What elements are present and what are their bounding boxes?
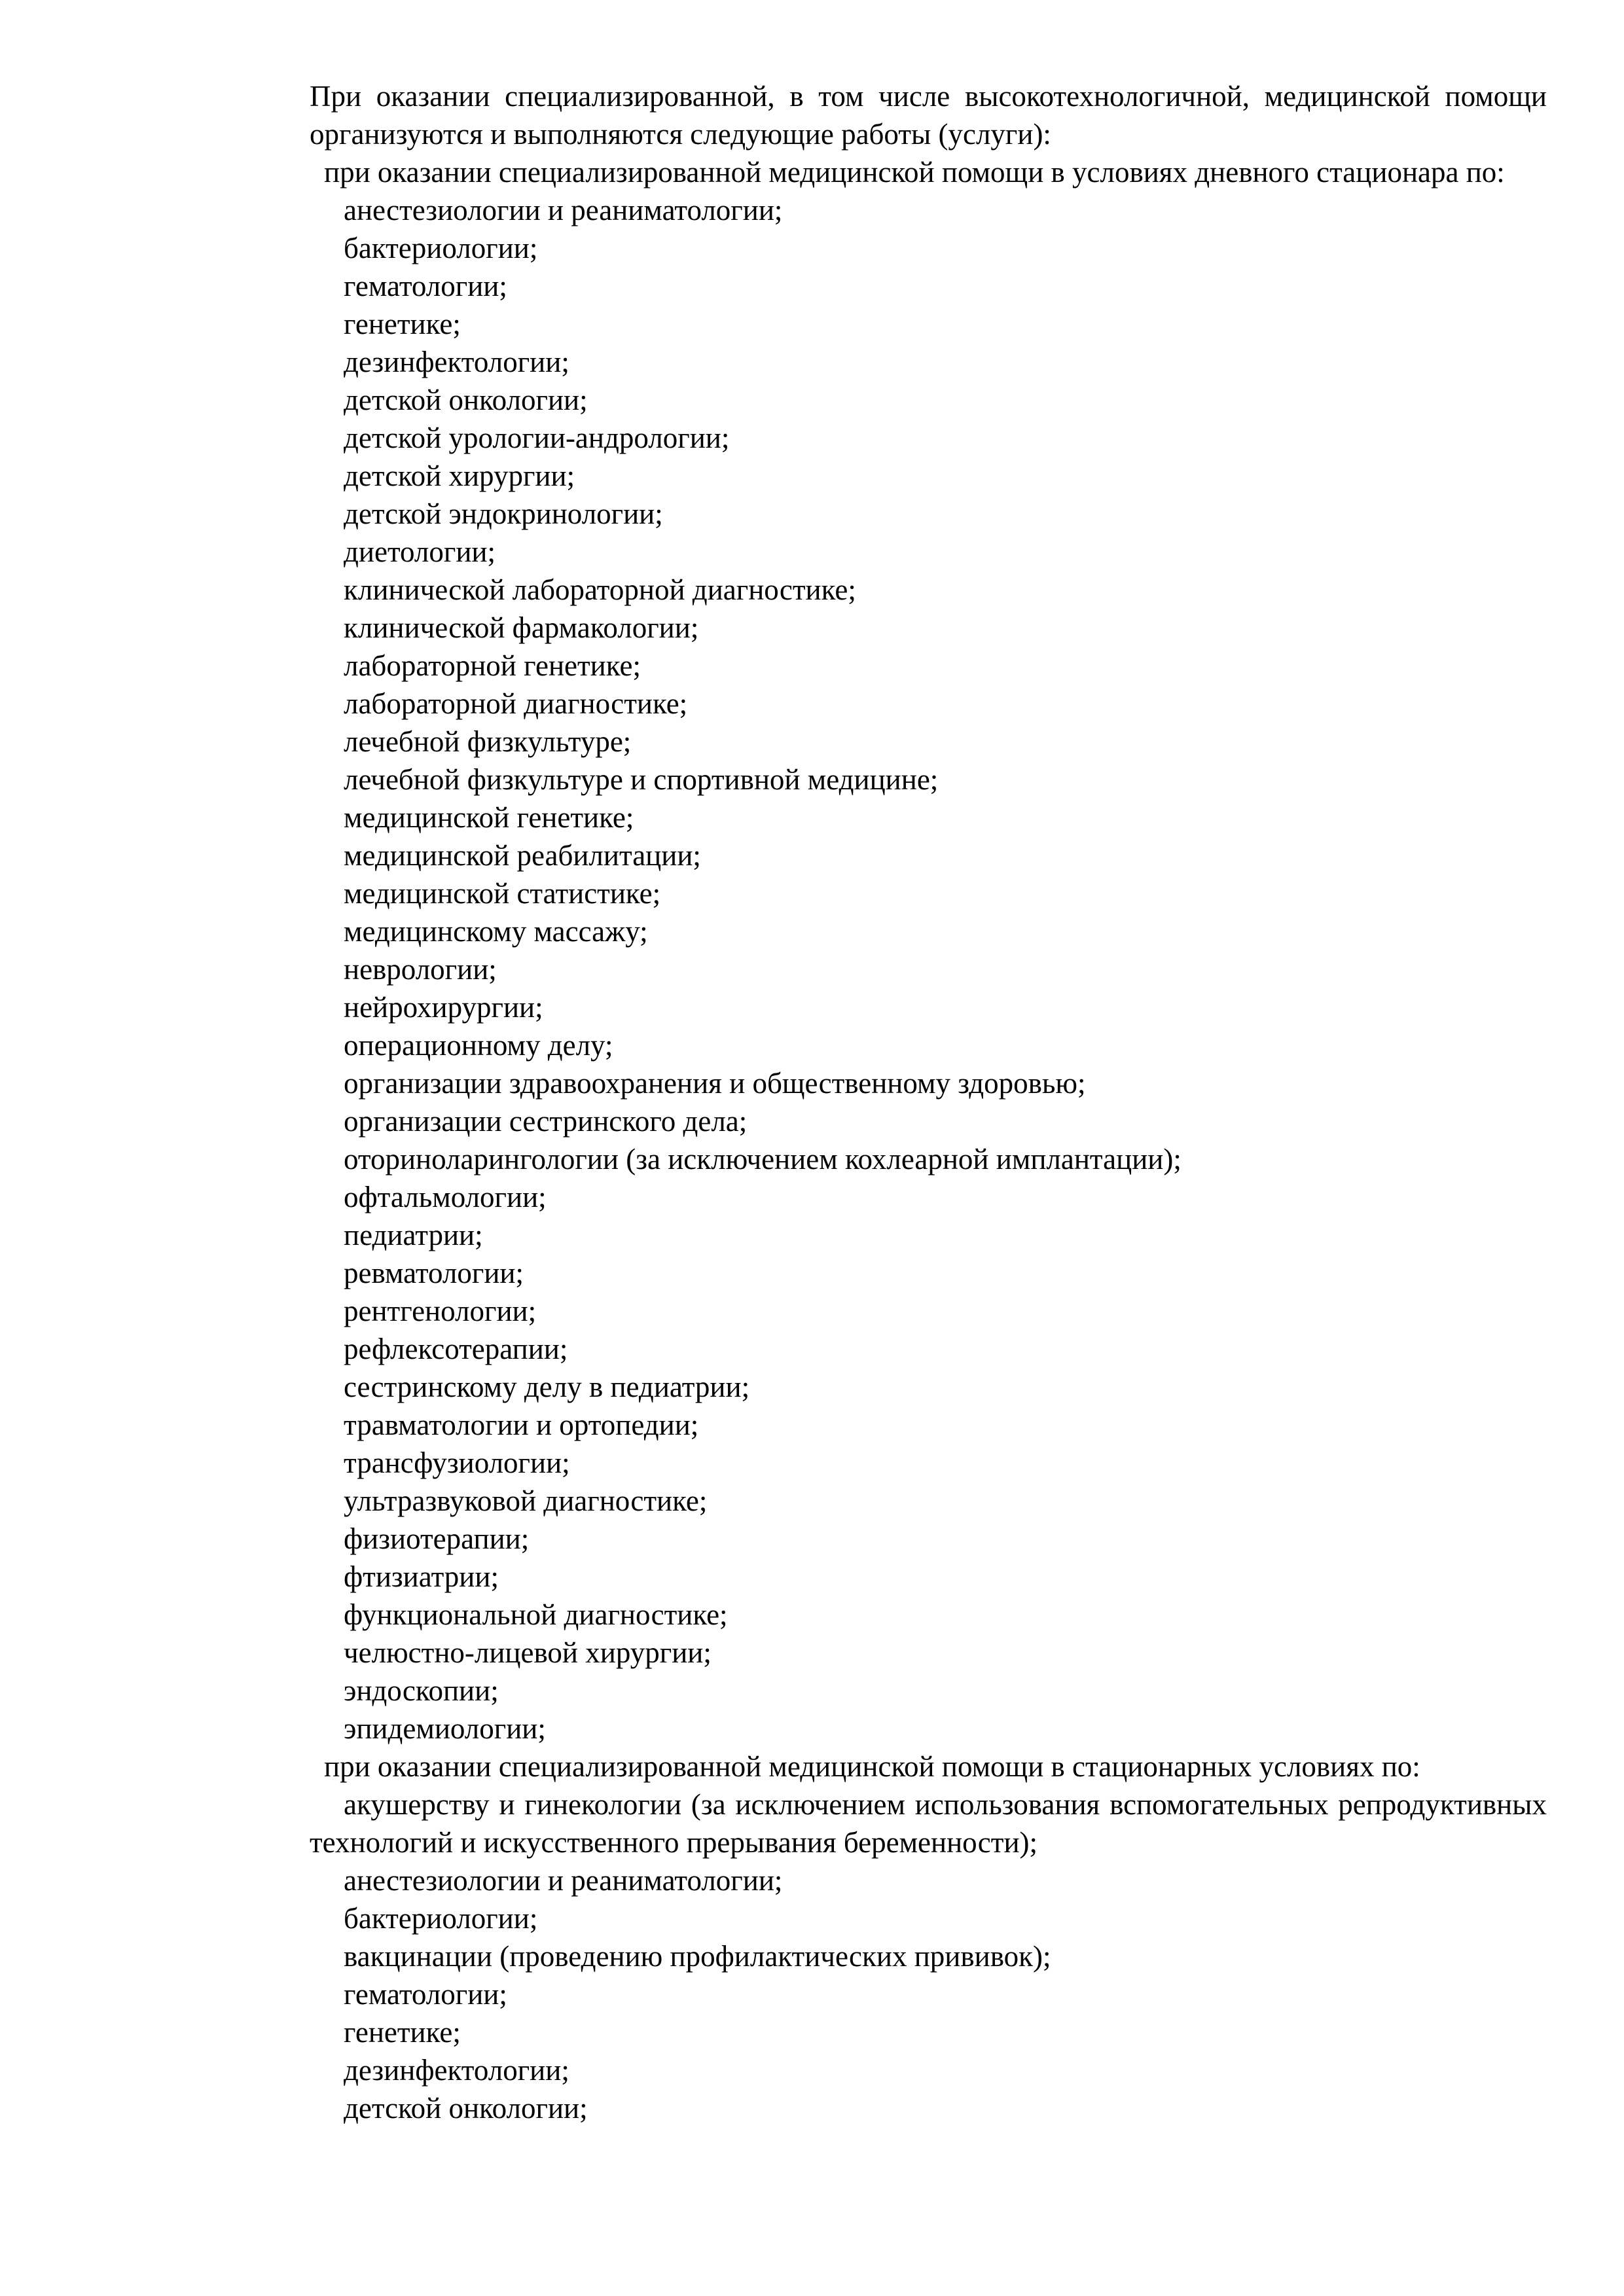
- list-item: детской эндокринологии;: [344, 497, 663, 530]
- list-item: анестезиологии и реаниматологии;: [344, 1864, 783, 1897]
- list-item: офтальмологии;: [344, 1181, 547, 1213]
- list-item: лабораторной генетике;: [344, 649, 641, 682]
- inpatient-list: [310, 1785, 1547, 2127]
- list-item: нейрохирургии;: [344, 991, 543, 1024]
- list-item: медицинской генетике;: [344, 801, 634, 834]
- list-item: эндоскопии;: [344, 1674, 499, 1707]
- list-item: организации здравоохранения и общественному здоровью;: [344, 1067, 1086, 1100]
- document-page: [310, 77, 1547, 2127]
- list-item: операционному делу;: [344, 1029, 613, 1062]
- list-item: лечебной физкультуре;: [344, 725, 632, 758]
- list-item: лабораторной диагностике;: [344, 687, 688, 720]
- list-item: дезинфектологии;: [344, 2054, 569, 2087]
- list-item: клинической лабораторной диагностике;: [344, 573, 856, 606]
- list-item: гематологии;: [344, 270, 507, 302]
- list-item: дезинфектологии;: [344, 346, 569, 378]
- list-item: акушерству и гинекологии (за исключением использования вспомогательных репродуктивных технологий и искусственного прерывания беременности);: [310, 1788, 1547, 1859]
- day-hospital-list: [310, 191, 1547, 1748]
- list-item: детской онкологии;: [344, 2092, 588, 2125]
- list-item: анестезиологии и реаниматологии;: [344, 194, 783, 226]
- list-item: медицинскому массажу;: [344, 915, 648, 948]
- list-item: эпидемиологии;: [344, 1712, 546, 1745]
- list-item: лечебной физкультуре и спортивной медицине;: [344, 763, 939, 796]
- list-item: функциональной диагностике;: [344, 1598, 728, 1631]
- list-item: организации сестринского дела;: [344, 1105, 748, 1138]
- list-item: ультразвуковой диагностике;: [344, 1484, 708, 1517]
- list-item: гематологии;: [344, 1978, 507, 2011]
- list-item: рефлексотерапии;: [344, 1333, 568, 1365]
- list-item: фтизиатрии;: [344, 1560, 499, 1593]
- list-item: сестринскому делу в педиатрии;: [344, 1371, 750, 1403]
- list-item: травматологии и ортопедии;: [344, 1408, 699, 1441]
- list-item: генетике;: [344, 308, 461, 340]
- list-item: трансфузиологии;: [344, 1446, 570, 1479]
- list-item: ревматологии;: [344, 1257, 524, 1289]
- list-item: детской урологии-андрологии;: [344, 422, 730, 454]
- list-item: бактериологии;: [344, 232, 538, 264]
- list-item: детской онкологии;: [344, 384, 588, 416]
- list-item: клинической фармакологии;: [344, 611, 699, 644]
- list-item: оториноларингологии (за исключением кохлеарной имплантации);: [344, 1143, 1182, 1175]
- list-item: челюстно-лицевой хирургии;: [344, 1636, 712, 1669]
- list-item: бактериологии;: [344, 1902, 538, 1935]
- list-item: детской хирургии;: [344, 459, 575, 492]
- list-item: медицинской статистике;: [344, 877, 661, 910]
- list-item: физиотерапии;: [344, 1522, 530, 1555]
- list-item: диетологии;: [344, 535, 496, 568]
- inpatient-heading: при оказании специализированной медицинской помощи в стационарных условиях по:: [324, 1750, 1420, 1783]
- list-item: медицинской реабилитации;: [344, 839, 701, 872]
- list-item: рентгенологии;: [344, 1295, 537, 1327]
- day-hospital-heading: при оказании специализированной медицинской помощи в условиях дневного стационара по:: [324, 156, 1505, 188]
- list-item: генетике;: [344, 2016, 461, 2049]
- list-item: педиатрии;: [344, 1219, 483, 1251]
- list-item: вакцинации (проведению профилактических прививок);: [344, 1940, 1051, 1973]
- intro-paragraph: При оказании специализированной, в том числе высокотехнологичной, медицинской помощи организуются и выполняются следующие работы (услуги):: [310, 80, 1547, 151]
- list-item: неврологии;: [344, 953, 497, 986]
